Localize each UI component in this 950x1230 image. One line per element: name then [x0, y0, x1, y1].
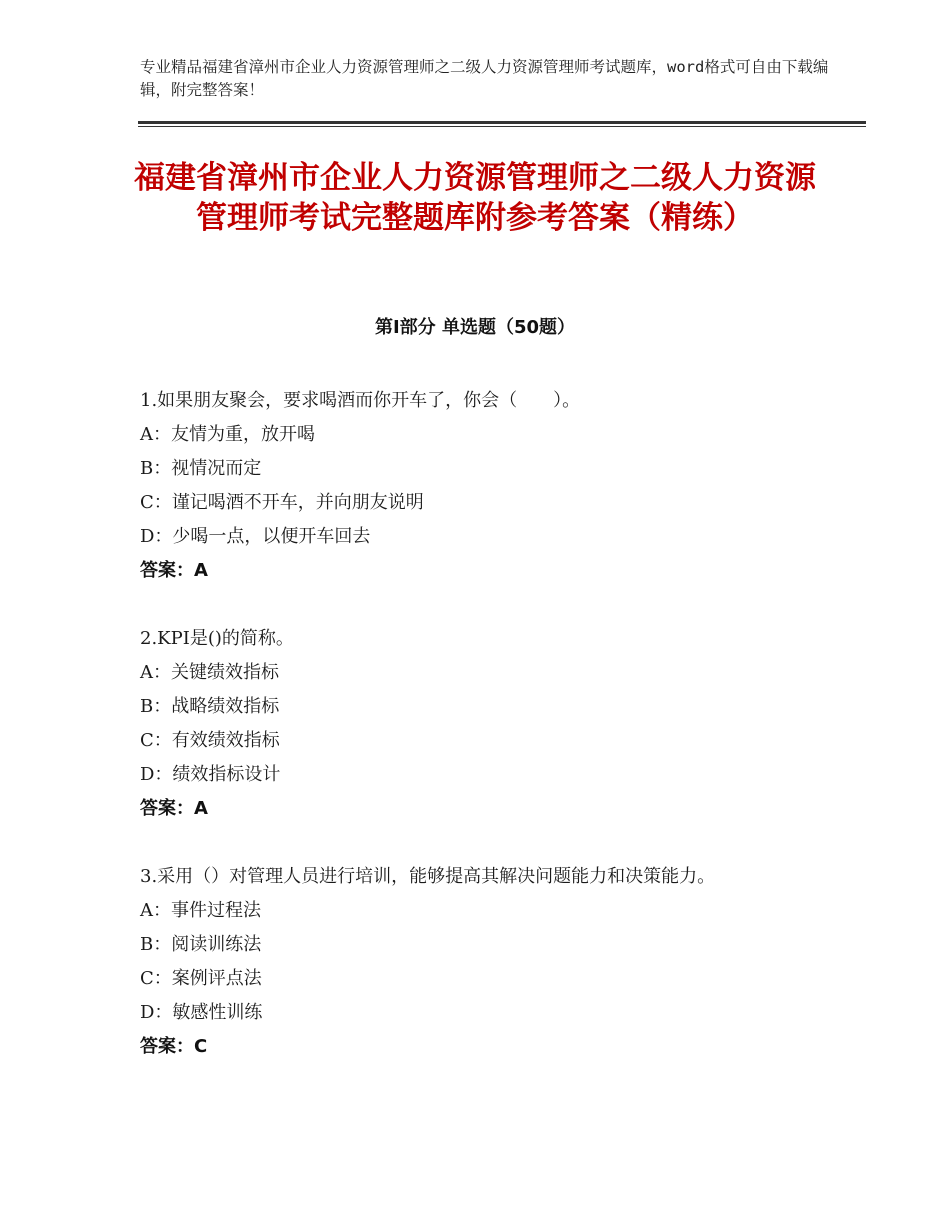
section-title: 第Ⅰ部分 单选题（50题）	[374, 317, 575, 338]
answer-line: 答案：A	[140, 798, 208, 819]
option-a: A：关键绩效指标	[140, 662, 279, 683]
option-a: A：友情为重，放开喝	[140, 424, 315, 445]
option-d: D：敏感性训练	[140, 1002, 263, 1023]
option-b: B：视情况而定	[140, 458, 262, 479]
question-text: 3.采用（）对管理人员进行培训，能够提高其解决问题能力和决策能力。	[140, 866, 716, 887]
document-title: 福建省漳州市企业人力资源管理师之二级人力资源管理师考试完整题库附参考答案（精练）	[134, 160, 816, 236]
option-c: C：有效绩效指标	[140, 730, 280, 751]
question-list	[140, 384, 830, 1098]
option-d: D：少喝一点，以便开车回去	[140, 526, 371, 547]
option-c: C：案例评点法	[140, 968, 262, 989]
question-text: 2.KPI是()的简称。	[140, 628, 294, 649]
option-a: A：事件过程法	[140, 900, 261, 921]
question-1	[140, 384, 830, 588]
question-3	[140, 860, 830, 1064]
option-c: C：谨记喝酒不开车，并向朋友说明	[140, 492, 424, 513]
question-text: 1.如果朋友聚会，要求喝酒而你开车了，你会（ ）。	[140, 390, 581, 411]
header-note: 专业精品福建省漳州市企业人力资源管理师之二级人力资源管理师考试题库，word格式可自由下载编辑，附完整答案！	[140, 58, 829, 99]
header-divider	[138, 121, 866, 124]
option-b: B：阅读训练法	[140, 934, 262, 955]
option-d: D：绩效指标设计	[140, 764, 281, 785]
option-b: B：战略绩效指标	[140, 696, 280, 717]
answer-line: 答案：A	[140, 560, 208, 581]
answer-line: 答案：C	[140, 1036, 208, 1057]
question-2	[140, 622, 830, 826]
